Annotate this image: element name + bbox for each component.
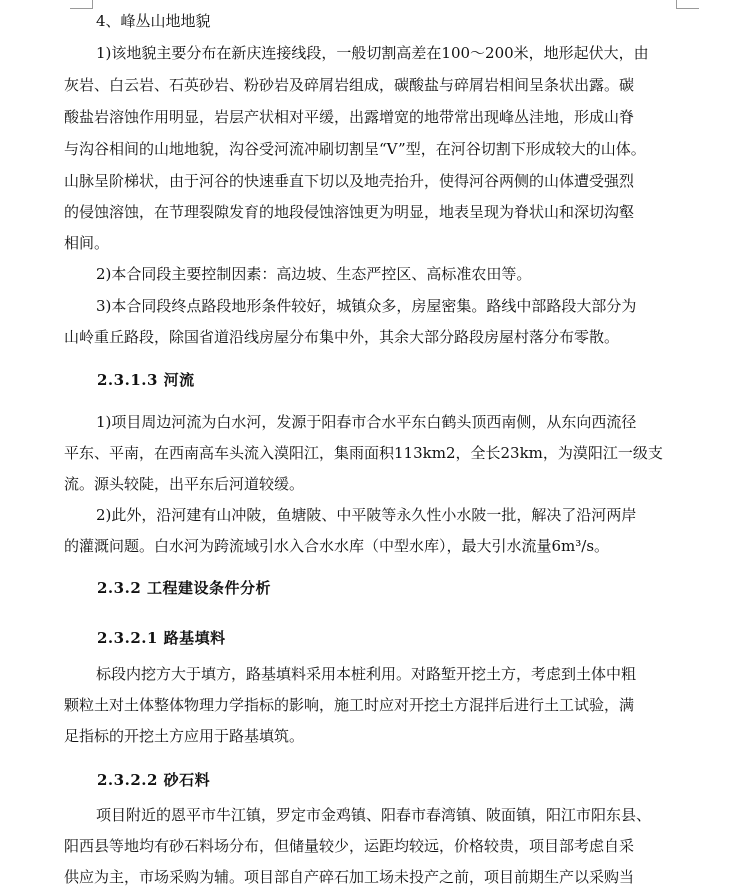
paragraph-line: 足指标的开挖土方应用于路基填筑。 [64,727,305,745]
paragraph-line: 的灌溉问题。白水河为跨流域引水入合水水库（中型水库），最大引水流量6m³/s。 [64,537,610,555]
paragraph-line: 相间。 [64,234,110,252]
section-heading: 2.3.2 工程建设条件分析 [97,579,271,597]
section-heading: 2.3.1.3 河流 [97,371,195,389]
paragraph-line: 3)本合同段终点路段地形条件较好，城镇众多，房屋密集。路线中部路段大部分为 [96,297,637,315]
paragraph-line: 山岭重丘路段，除国省道沿线房屋分布集中外，其余大部分路段房屋村落分布零散。 [64,328,620,346]
paragraph-line: 2)此外，沿河建有山冲陂，鱼塘陂、中平陂等永久性小水陂一批，解决了沿河两岸 [96,506,637,524]
section-title: 4、峰丛山地地貌 [96,12,211,30]
paragraph-line: 2)本合同段主要控制因素：高边坡、生态严控区、高标准农田等。 [96,265,532,283]
margin-corner-mark-right [676,0,699,9]
margin-corner-mark-left [70,0,93,9]
paragraph-line: 的侵蚀溶蚀，在节理裂隙发育的地段侵蚀溶蚀更为明显，地表呈现为脊状山和深切沟壑 [64,203,635,221]
paragraph-line: 标段内挖方大于填方，路基填料采用本桩利用。对路堑开挖土方，考虑到土体中粗 [96,665,637,683]
section-heading: 2.3.2.2 砂石料 [97,771,211,789]
paragraph-line: 1)该地貌主要分布在新庆连接线段，一般切割高差在100～200米，地形起伏大，由 [96,44,649,62]
paragraph-line: 酸盐岩溶蚀作用明显，岩层产状相对平缓，出露增宽的地带常出现峰丛洼地，形成山脊 [64,108,635,126]
paragraph-line: 与沟谷相间的山地地貌，沟谷受河流冲刷切割呈“V”型，在河谷切割下形成较大的山体。 [64,140,646,158]
paragraph-line: 平东、平南，在西南高车头流入漠阳江，集雨面积113km2，全长23km，为漠阳江一级支 [64,444,663,462]
paragraph-line: 项目附近的恩平市牛江镇，罗定市金鸡镇、阳春市春湾镇、陂面镇，阳江市阳东县、 [96,806,652,824]
paragraph-line: 阳西县等地均有砂石料场分布，但储量较少，运距均较远，价格较贵，项目部考虑自采 [64,837,635,855]
paragraph-line: 流。源头较陡，出平东后河道较缓。 [64,475,305,493]
paragraph-line: 1)项目周边河流为白水河，发源于阳春市合水平东白鹤头顶西南侧，从东向西流径 [96,413,637,431]
paragraph-line: 颗粒土对土体整体物理力学指标的影响，施工时应对开挖土方混拌后进行土工试验，满 [64,696,635,714]
paragraph-line: 灰岩、白云岩、石英砂岩、粉砂岩及碎屑岩组成，碳酸盐与碎屑岩相间呈条状出露。碳 [64,76,635,94]
paragraph-line: 山脉呈阶梯状，由于河谷的快速垂直下切以及地壳抬升，使得河谷两侧的山体遭受强烈 [64,172,635,190]
section-heading: 2.3.2.1 路基填料 [97,629,226,647]
paragraph-line: 供应为主，市场采购为辅。项目部自产碎石加工场未投产之前，项目前期生产以采购当 [64,868,635,886]
